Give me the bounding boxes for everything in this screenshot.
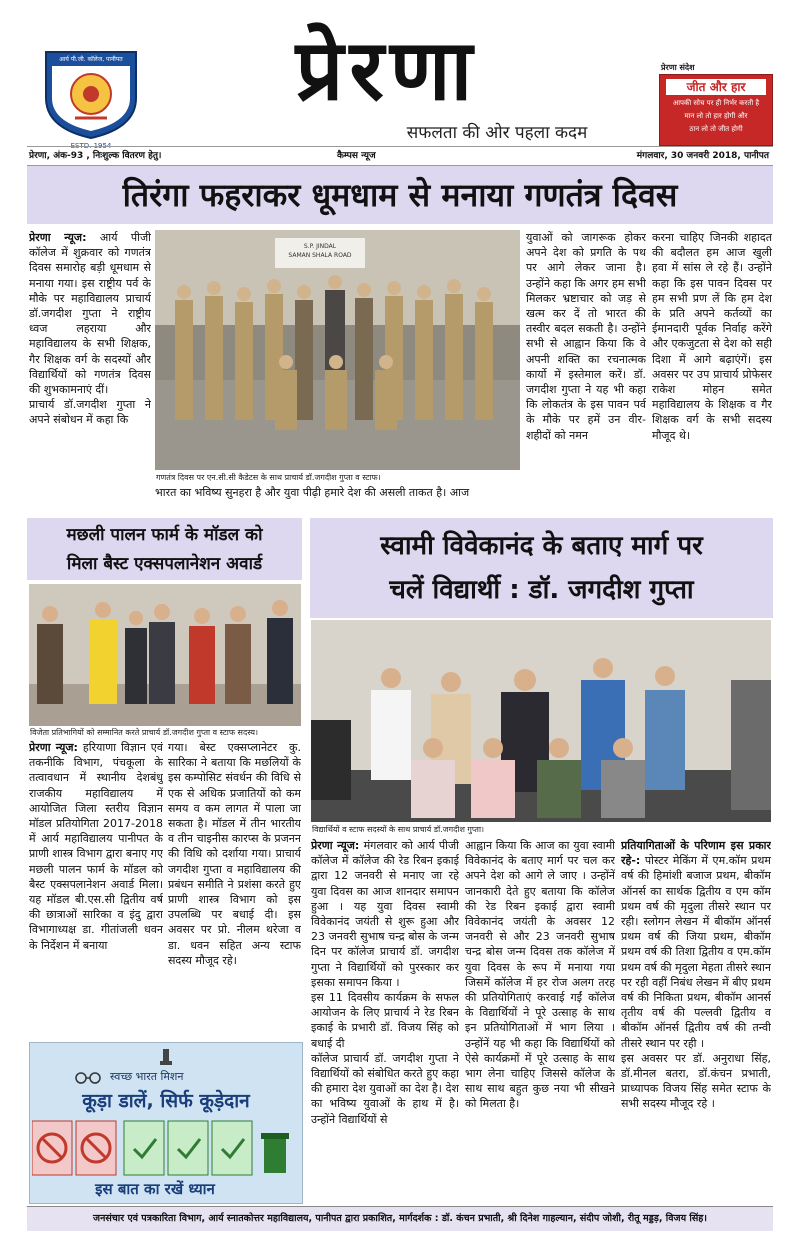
swachh-tagline: इस बात का रखें ध्यान [95,1180,215,1198]
story2-caption: विजेता प्रतिभागियों को सम्मानित करते प्राचार्य डॉ.जगदीश गुप्ता व स्टाफ सदस्य। [30,728,258,737]
story3-col2: आह्वान किया कि आज का युवा स्वामी विवेकानंद के बताए मार्ग पर चल कर अपने देश को आगे ले जाए । उन्होंनें जानकारी देते हुए बताया कि कॉलेज की रेड रिबन इकाई द्वारा स्वामी विवेकानंद जयंती के अवसर 12 जनवरी से और 23 जनवरी सुभाष चन्द्र बोस जन्म दिवस तक कॉलेज में युवा दिवस के रूप में मनाया गया जिसमें कॉलेज में हर रोज अलग तरह की प्रतियोगिताएं करवाई गईं कॉलेज के विद्यार्थियों ने पूरे उत्साह के साथ इन प्रतियोगिताओं में भाग लिया । उन्होंनें यह भी कहा कि विद्यार्थियों को ऐसे कार्यक्रमों में पूरे उत्साह के साथ भाग लेना चाहिए जिससे कॉलेज के साथ साथ बहुत कुछ नया भी सीखने को मिलता है। [465,839,615,1111]
logo-text-bottom: ESTD. 1954 [70,142,112,150]
story3-col3 [621,838,771,1200]
story1-col3: युवाओं को जागरूक होकर अपने देश को प्रगति के पथ पर आगे लेकर जाना है। उन्होंने कहा कि अगर हम सभी मिलकर भ्रष्टाचार को जड़ से खत्म कर दें तो भारत की तस्वीर बदल सकती है। उन्होंने सभी से आह्वान किया कि वे अपनी शक्ति का रचनात्मक कार्यो में इस्तेमाल करें। डॉ. जगदीश गुप्ता ने यह भी कहा कि लोकतंत्र के इस पावन पर्व के मौके पर हमें उन वीर-शहीदों को नमन [526,231,646,442]
story1-lead: प्रेरणा न्यूज: [29,231,87,244]
story1-under-photo: भारत का भविष्य सुनहरा है और युवा पीढ़ी हमारे देश की असली ताकत है। आज [155,486,470,499]
quote-line-1: आपकी सोच पर ही निर्भर करती है [672,99,760,107]
masthead-title: प्रेरणा [295,20,479,119]
story3-headline-banner [310,518,773,618]
story1-col1-p1: आर्य पीजी कॉलेज में शुक्रवार को गणतंत्र दिवस समारोह बड़ी धूमधाम से मनाया गया। इस राष्ट्रीय पर्व के मौके पर महाविद्यालय प्राचार्य डॉ.जगदीश गुप्ता ने राष्ट्रीय ध्वज लहराया और महाविद्यालय के सभी शिक्षक, गैर शिक्षक वर्ग के सदस्यों और विद्यार्थियों को गणतंत्र दिवस की शुभकामनाएं दीं। [29,231,151,397]
college-logo [40,46,142,150]
story2-col2: गया। बेस्ट एक्सप्लानेटर कु. सारिका ने बताया कि मछलियों के इस कम्पोसिट संवर्धन की विधि से एक से अधिक प्रजातियों को कम समय व कम लागत में पाला जा सकता है। मॉडल में तीन भारतीय व तीन चाइनीस कारप्स के प्रजनन की विधि को दर्शाया गया। प्राचार्य जगदीश गुप्ता व महाविद्यालय की प्रबंधन समीति ने प्रशंसा करते हुए प्राणी शास्त्र विभाग को इस उपलब्धि पर बधाई दी। इस अवसर पर प्रो. नीलम थरेजा व डा. धवन सहित अन्य स्टाफ सदस्य मौजूद रहे। [168,741,301,967]
story2-headline-line1: मछली पालन फार्म के मॉडल को [66,525,263,545]
story2-col1-text: हरियाणा विज्ञान एवं तकनीकि विभाग, पंचकूला के तत्वावधान में स्थानीय देशबंधु राजकीय महाविद्यालय में आयोजित जिला स्तरीय विज्ञान मॉडल प्रतियोगिता 2017-2018 में आर्य महाविद्यालय पानीपत के प्राणी शास्त्र विभाग द्वारा बनाए गए मछली पालन फार्म के मॉडल को बैस्ट एक्सपलानेशन अवार्ड मिला। यह मॉडल बी.एस.सी द्वितीय वर्ष की छात्राओं सारिका व इंदु द्वारा विभागाध्यक्ष डा. गीतांजली धवन के निर्देशन में बनाया [29,741,163,952]
quote-box [659,74,773,146]
photo-sign-text: S.P. JINDAL SAMAN SHALA ROAD [288,243,352,259]
swachh-slogan: कूड़ा डालें, सिर्फ कूड़ेदान [82,1090,250,1112]
emblem-icon [158,1047,174,1067]
story1-headline: तिरंगा फहराकर धूमधाम से मनाया गणतंत्र दिवस [122,176,678,214]
story3-col1 [311,838,459,1200]
swachh-panels [32,1119,300,1177]
story2-col1 [29,740,163,1030]
story3-lead: प्रेरणा न्यूज: [311,839,360,852]
swachh-ad [29,1042,303,1204]
masthead [27,20,773,150]
section-name: कैम्पस न्यूज [337,151,376,161]
swachh-mission: स्वच्छ भारत मिशन [110,1070,184,1083]
story3-col1-p1: मंगलवार को आर्य पीजी कॉलेज में कॉलेज की रेड रिबन इकाई द्वारा 12 जनवरी से मनाए जा रहे युवा दिवस का आज शानदार समापन हुआ । यह युवा दिवस स्वामी विवेकानंद जयंती से शुरू हुआ और 23 जनवरी सुभाष चन्द्र बोस के जन्म दिन पर कॉलेज प्राचार्य डॉ. जगदीश गुप्ता ने विद्यार्थियों को पुरस्कार कर इसका समापन किया । [311,839,459,989]
story1-col4: करना चाहिए जिनकी शहादत की बदौलत हम आज खुली हवा में सांस ले रहे हैं। उन्होंने कहा कि इस पावन दिवस पर हम सभी प्रण लें कि हम देश के प्रति अपने कर्तव्यों का ईमानदारी पूर्वक निर्वाह करेंगे और एकजुटता से देश को सही दिशा में आगे बढ़ाएंगें। इस अवसर पर उप प्राचार्य प्रोफेसर राकेश मोहन समेत महाविद्यालय के शिक्षक व गैर शिक्षक वर्ग के सभी सदस्य मौजूद थे। [652,231,772,442]
story1-headline-banner [27,166,773,224]
info-bar [27,146,773,166]
story2-headline-banner [27,518,302,580]
story3-caption: विद्यार्थियों व स्टाफ सदस्यों के साथ प्राचार्य डॉ.जगदीश गुप्ता। [312,825,485,834]
issue-date: मंगलवार, 30 जनवरी 2018, पानीपत [636,151,769,161]
story3-photo [311,620,771,822]
quote-box-label: प्रेरणा संदेश [661,63,695,72]
footer-bar [27,1206,773,1231]
masthead-tagline: सफलता की ओर पहला कदम [406,123,588,143]
quote-box-title: जीत और हार [666,79,766,95]
quote-line-3: ठान लो तो जीत होगी [689,125,743,133]
story3-headline-line1: स्वामी विवेकानंद के बताए मार्ग पर [380,531,703,561]
story3-col1-p3: कॉलेज प्राचार्य डॉ. जगदीश गुप्ता ने विद्यार्थियों को संबोधित करते हुए कहा की हमारा देश युवाओं का देश है। देश का भविष्य युवाओं के हाथ में है। उन्होंने विद्यार्थियों से [311,1051,459,1126]
story3-headline-line2: चलें विद्यार्थी : डॉ. जगदीश गुप्ता [389,575,694,605]
story2-photo [29,584,301,726]
story1-col1 [29,230,151,500]
story3-col3-p1: पोस्टर मेकिंग में एम.कॉम प्रथम वर्ष की हिमांशी बजाज प्रथम, बीकॉम ऑनर्स का सार्थक द्वितीय व एम कॉम प्रथम वर्ष की मृदुला तीसरे स्थान पर रही। स्लोगन लेखन में बीकॉम ऑनर्स प्रथम वर्ष की जिया प्रथम, बीकॉम प्रथम वर्ष की तिशा द्वितीय व एम.कॉम प्रथम वर्ष की मृदुला मेहता तीसरे स्थान पर रही वहीं निबंध लेखन में बीए प्रथम वर्ष की निकिता प्रथम, बीकॉम आनर्स तृतीय वर्ष की पल्लवी द्वितीय व बीकॉम ऑनर्स द्वितीय वर्ष की तन्वी तीसरे स्थान पर रही । [621,854,771,1050]
story1-col1-p2: प्राचार्य डॉ.जगदीश गुप्ता ने अपने संबोधन में कहा कि [29,398,151,427]
story1-caption: गणतंत्र दिवस पर एन.सी.सी कैडेटस के साथ प्राचार्य डॉ.जगदीश गुप्ता व स्टाफ। [156,473,381,482]
issue-number: प्रेरणा, अंक-93 , निःशुल्क वितरण हेतु। [29,151,162,161]
quote-line-2: मान लो तो हार होगी और [684,112,748,120]
story3-col3-p2: इस अवसर पर डॉ. अनुराधा सिंह, डॉ.मीनल बतरा, डॉ.कंचन प्रभाती, प्राध्यापक विजय सिंह समेत स्टाफ के सभी सदस्य मौजूद रहे । [621,1051,771,1111]
story3-col1-p2: इस 11 दिवसीय कार्यक्रम के सफल आयोजन के लिए प्राचार्य ने रेड रिबन इकाई के प्रभारी डॉ. विजय सिंह को बधाई दी [311,991,459,1050]
logo-text-top: आर्य पी.जी. कॉलेज, पानीपत [59,56,123,63]
story3-results-lead: प्रतियागिताओं के परिणाम इस प्रकार रहे-: [621,839,771,868]
footer-text: जनसंचार एवं पत्रकारिता विभाग, आर्य स्नातकोत्तर महाविद्यालय, पानीपत द्वारा प्रकाशित, मार्गदर्शक : डॉ. कंचन प्रभाती, श्री दिनेश गाहल्यान, संदीप जोशी, रीतू मड्डड़, विजय सिंह। [93,1213,707,1224]
story1-photo [155,230,520,470]
story2-headline-line2: मिला बैस्ट एक्सपलानेशन अवार्ड [66,554,263,574]
glasses-icon [74,1069,102,1088]
story2-lead: प्रेरणा न्यूज: [29,741,78,754]
